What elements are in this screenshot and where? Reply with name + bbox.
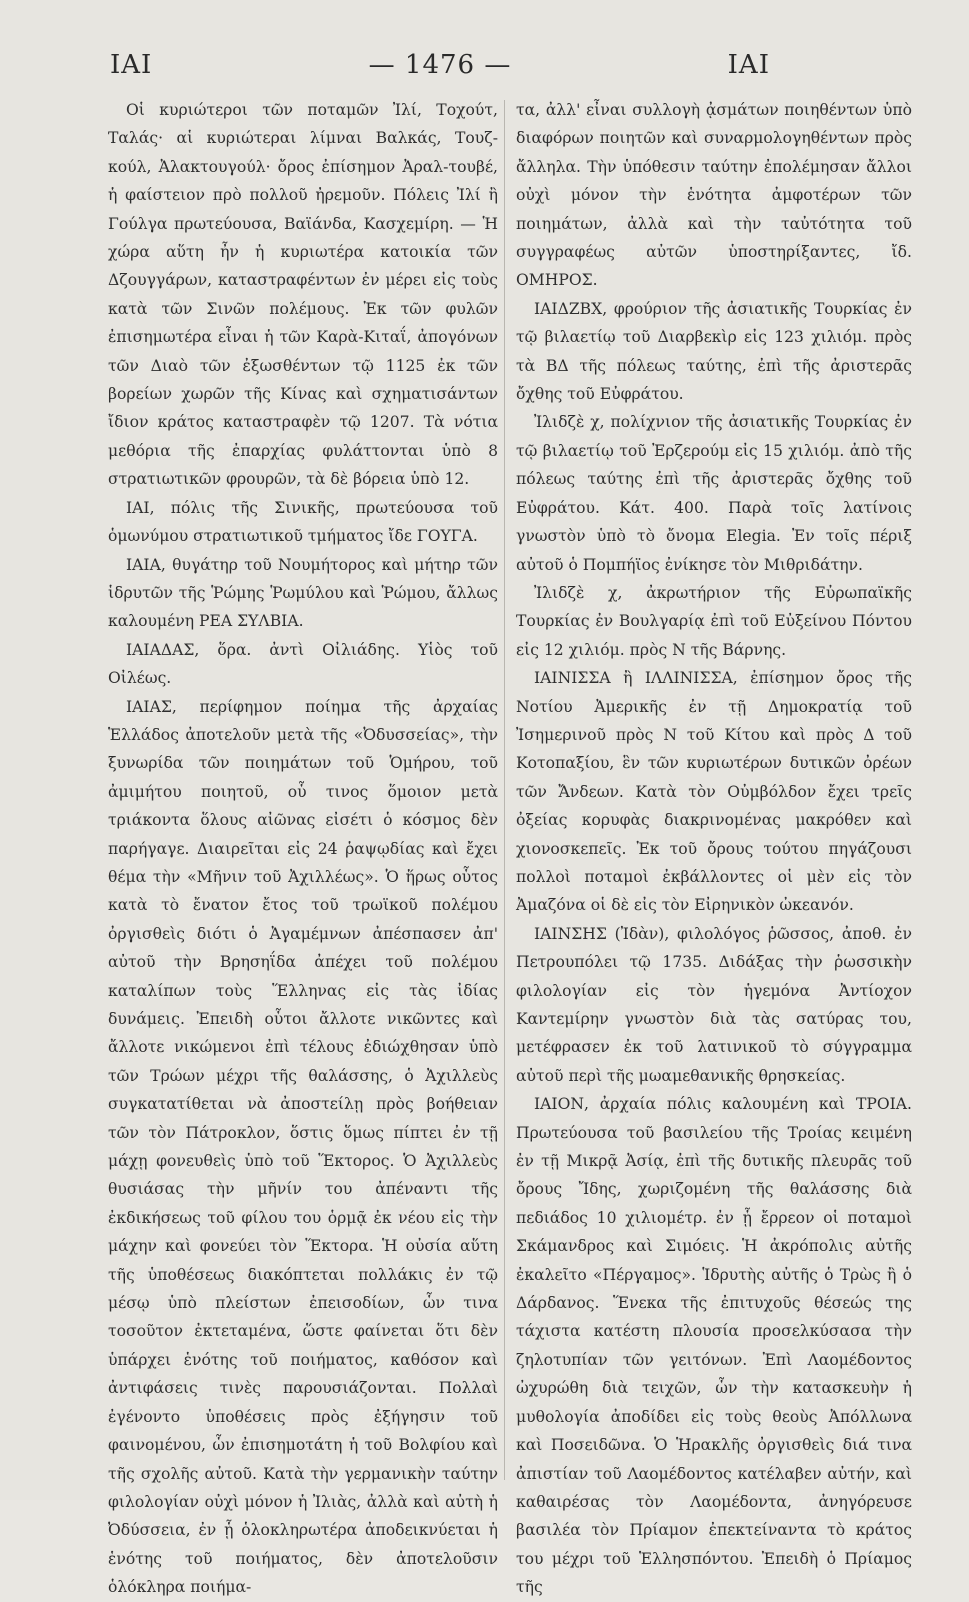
entry-paragraph: Οἱ κυριώτεροι τῶν ποταμῶν Ἰλί, Τοχούτ, Ταλάς· αἱ κυριώτεραι λίμναι Βαλκάς, Τουζ-κούλ, Ἀλακτουγούλ· ὄρος ἐπίσημον Ἀραλ-τουβέ, ἡ φαίστειον πρὸ πολλοῦ ἠρεμοῦν. Πόλεις Ἰλί ἢ Γούλγα πρωτεύουσα, Βαϊάνδα, Κασχεμίρη. — Ἡ χώρα αὕτη ἦν ἡ κυριωτέρα κατοικία τῶν Δζουγγάρων, καταστραφέντων ἐν μέρει εἰς τοὺς κατὰ τῶν Σινῶν πολέμους. Ἐκ τῶν φυλῶν ἐπισημωτέρα εἶναι ἡ τῶν Καρὰ-Κιταΐ, ἀπογόνων τῶν Διαὸ τῶν ἐξωσθέντων τῷ 1125 ἐκ τῶν βορείων χωρῶν τῆς Κίνας καὶ σχηματισάντων ἴδιον κράτος καταστραφὲν τῷ 1207. Τὰ νότια μεθόρια τῆς ἐπαρχίας φυλάττονται ὑπὸ 8 στρατιωτικῶν φρουρῶν, τὰ δὲ βόρεια ὑπὸ 12. xyxy=(108,101,498,489)
entry-paragraph: τα, ἀλλ' εἶναι συλλογὴ ᾀσμάτων ποιηθέντων ὑπὸ διαφόρων ποιητῶν καὶ συναρμολογηθέντων πρὸς ἄλληλα. Τὴν ὑπόθεσιν ταύτην ἐπολέμησαν ἄλλοι οὐχὶ μόνον τὴν ἑνότητα ἀμφοτέρων τῶν ποιημάτων, ἀλλὰ καὶ τὴν ταὐτότητα τοῦ συγγραφέως αὐτῶν ὑποστηρίξαντες, ἴδ. ΟΜΗΡΟΣ. xyxy=(516,101,912,290)
entry-paragraph: ΙΑΙΝΣΗΣ (Ἰδὰν), φιλολόγος ῥῶσσος, ἀποθ. ἐν Πετρουπόλει τῷ 1735. Διδάξας τὴν ῥωσσικὴν φιλολογίαν εἰς τὸν ἡγεμόνα Ἀντίοχον Καντεμίρην γνωστὸν διὰ τὰς σατύρας του, μετέφρασεν ἐκ τοῦ λατινικοῦ τὸ σύγγραμμα αὐτοῦ περὶ τῆς μωαμεθανικῆς θρησκείας. xyxy=(516,924,912,1085)
entry-paragraph: ΙΑΙΑΣ, περίφημον ποίημα τῆς ἀρχαίας Ἑλλάδος ἀποτελοῦν μετὰ τῆς «Ὀδυσσείας», τὴν ξυνωρίδα τῶν ποιημάτων τοῦ Ὁμήρου, τοῦ ἀμιμήτου ποιητοῦ, οὗ τινος ὅμοιον μετὰ τριάκοντα ὅλους αἰῶνας εἰσέτι ὁ κόσμος δὲν παρήγαγε. Διαιρεῖται εἰς 24 ῥαψῳδίας καὶ ἔχει θέμα τὴν «Μῆνιν τοῦ Ἀχιλλέως». Ὁ ἥρως οὗτος κατὰ τὸ ἔνατον ἔτος τοῦ τρωϊκοῦ πολέμου ὀργισθεὶς διότι ὁ Ἀγαμέμνων ἀπέσπασεν ἀπ' αὐτοῦ τὴν Βρησηΐδα ἀπέχει τοῦ πολέμου καταλίπων τοὺς Ἕλληνας εἰς τὰς ἰδίας δυνάμεις. Ἐπειδὴ οὗτοι ἄλλοτε νικῶντες καὶ ἄλλοτε νικώμενοι ἐπὶ τέλους ἐδιώχθησαν ὑπὸ τῶν Τρώων μέχρι τῆς θαλάσσης, ὁ Ἀχιλλεὺς συγκατατίθεται νὰ ἀποστείλῃ πρὸς βοήθειαν τῶν τὸν Πάτροκλον, ὅστις ὅμως πίπτει ἐν τῇ μάχῃ φονευθεὶς ὑπὸ τοῦ Ἕκτορος. Ὁ Ἀχιλλεὺς θυσιάσας τὴν μῆνίν του ἀπέναντι τῆς ἐκδικήσεως τοῦ φίλου του ὁρμᾷ ἐκ νέου εἰς τὴν μάχην καὶ φονεύει τὸν Ἕκτορα. Ἡ οὐσία αὕτη τῆς ὑποθέσεως διακόπτεται πολλάκις ἐν τῷ μέσῳ ὑπὸ πλείστων ἐπεισοδίων, ὧν τινα τοσοῦτον ἐκτεταμένα, ὥστε φαίνεται ὅτι δὲν ὑπάρχει ἑνότης τοῦ ποιήματος, καθόσον καὶ ἀντιφάσεις τινὲς παρουσιάζονται. Πολλαὶ ἐγένοντο ὑποθέσεις πρὸς ἐξήγησιν τοῦ φαινομένου, ὧν ἐπισημοτάτη ἡ τοῦ Βολφίου καὶ τῆς σχολῆς αὐτοῦ. Κατὰ τὴν γερμανικὴν ταύτην φιλολογίαν οὐχὶ μόνον ἡ Ἰλιὰς, ἀλλὰ καὶ αὐτὴ ἡ Ὀδύσσεια, ἐν ᾗ ὁλοκληρωτέρα ἀποδεικνύεται ἡ ἑνότης τοῦ ποιήματος, δὲν ἀποτελοῦσιν ὁλόκληρα ποιήμα- xyxy=(108,697,498,1597)
entry-paragraph: ΙΑΙΔΖΒΧ, φρούριον τῆς ἀσιατικῆς Τουρκίας ἐν τῷ βιλαετίῳ τοῦ Διαρβεκὶρ εἰς 123 χιλιόμ. πρὸς τὰ ΒΔ τῆς πόλεως ταύτης, ἐπὶ τῆς ἀριστερᾶς ὄχθης τοῦ Εὐφράτου. xyxy=(516,299,912,404)
entry-paragraph: ΙΑΙΑ, θυγάτηρ τοῦ Νουμήτορος καὶ μήτηρ τῶν ἱδρυτῶν τῆς Ῥώμης Ῥωμύλου καὶ Ῥώμου, ἄλλως καλουμένη ΡΕΑ ΣΥΛΒΙΑ. xyxy=(108,555,498,631)
right-column xyxy=(516,96,912,1602)
left-column xyxy=(108,96,498,1602)
entry-paragraph: ΙΑΙΝΙΣΣΑ ἢ ΙΛΛΙΝΙΣΣΑ, ἐπίσημον ὄρος τῆς Νοτίου Ἀμερικῆς ἐν τῇ Δημοκρατίᾳ τοῦ Ἰσημερινοῦ πρὸς Ν τοῦ Κίτου καὶ πρὸς Δ τοῦ Κοτοπαξίου, ἓν τῶν κυριωτέρων δυτικῶν ὀρέων τῶν Ἄνδεων. Κατὰ τὸν Οὐμβόλδον ἔχει τρεῖς ὀξείας κορυφὰς διακρινομένας μακρόθεν καὶ χιονοσκεπεῖς. Ἐκ τοῦ ὄρους τούτου πηγάζουσι πολλοὶ ποταμοὶ ἐκβάλλοντες οἱ μὲν εἰς τὸν Ἀμαζόνα οἱ δὲ εἰς τὸν Εἰρηνικὸν ὠκεανόν. xyxy=(516,669,912,915)
header-left-term: ΙΑΙ xyxy=(110,50,153,80)
entry-paragraph: ΙΑΙ, πόλις τῆς Σινικῆς, πρωτεύουσα τοῦ ὁμωνύμου στρατιωτικοῦ τμήματος ἴδε ΓΟΥΓΑ. xyxy=(108,498,498,546)
page-header xyxy=(110,50,770,80)
entry-paragraph: Ἰλιδζὲ χ, πολίχνιον τῆς ἀσιατικῆς Τουρκίας ἐν τῷ βιλαετίῳ τοῦ Ἐρζερούμ εἰς 15 χιλιόμ. ἀπὸ τῆς πόλεως ταύτης ἐπὶ τῆς ἀριστερᾶς ὄχθης τοῦ Εὐφράτου. Κάτ. 400. Παρὰ τοῖς λατίνοις γνωστὸν ὑπὸ τὸ ὄνομα Elegia. Ἐν τοῖς πέριξ αὐτοῦ ὁ Πομπήϊος ἐνίκησε τὸν Μιθριδάτην. xyxy=(516,413,912,574)
column-divider xyxy=(504,100,505,1480)
entry-paragraph: Ἰλιδζὲ χ, ἀκρωτήριον τῆς Εὐρωπαϊκῆς Τουρκίας ἐν Βουλγαρίᾳ ἐπὶ τοῦ Εὐξείνου Πόντου εἰς 12 χιλιόμ. πρὸς Ν τῆς Βάρνης. xyxy=(516,583,912,659)
header-right-term: ΙΑΙ xyxy=(727,50,770,80)
entry-paragraph: ΙΑΙΑΔΑΣ, ὅρα. ἀντὶ Οἰλιάδης. Υἱὸς τοῦ Οἰλέως. xyxy=(108,640,498,688)
page-number: — 1476 — xyxy=(368,50,512,80)
entry-paragraph: ΙΑΙΟΝ, ἀρχαία πόλις καλουμένη καὶ ΤΡΟΙΑ. Πρωτεύουσα τοῦ βασιλείου τῆς Τροίας κειμένη ἐν τῇ Μικρᾷ Ἀσίᾳ, ἐπὶ τῆς δυτικῆς πλευρᾶς τοῦ ὄρους Ἴδης, χωριζομένη τῆς θαλάσσης διὰ πεδιάδος 10 χιλιομέτρ. ἐν ᾗ ἔρρεον οἱ ποταμοὶ Σκάμανδρος καὶ Σιμόεις. Ἡ ἀκρόπολις αὐτῆς ἐκαλεῖτο «Πέργαμος». Ἱδρυτὴς αὐτῆς ὁ Τρὼς ἢ ὁ Δάρδανος. Ἕνεκα τῆς ἐπιτυχοῦς θέσεώς της τάχιστα κατέστη πλουσία προσελκύσασα τὴν ζηλοτυπίαν τῶν γειτόνων. Ἐπὶ Λαομέδοντος ὠχυρώθη διὰ τειχῶν, ὧν τὴν κατασκευὴν ἡ μυθολογία ἀποδίδει εἰς τοὺς θεοὺς Ἀπόλλωνα καὶ Ποσειδῶνα. Ὁ Ἡρακλῆς ὀργισθεὶς διά τινα ἀπιστίαν τοῦ Λαομέδοντος κατέλαβεν αὐτήν, καὶ καθαιρέσας τὸν Λαομέδοντα, ἀνηγόρευσε βασιλέα τὸν Πρίαμον ἐπεκτείναντα τὸ κράτος του μέχρι τοῦ Ἑλλησπόντου. Ἐπειδὴ ὁ Πρίαμος τῆς xyxy=(516,1095,912,1597)
